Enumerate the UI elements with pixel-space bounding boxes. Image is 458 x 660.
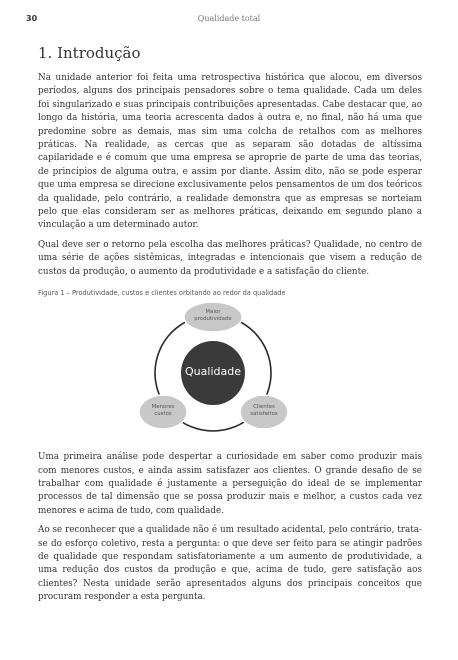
- page-content: [38, 42, 422, 611]
- figure-caption: Figura 1 – Produtividade, custos e clientes orbitando ao redor da qualidade: [38, 289, 286, 298]
- page-header: [26, 14, 432, 28]
- clients-label-line-1: Clientes: [253, 404, 275, 411]
- center-label: Qualidade: [185, 365, 241, 379]
- productivity-label-line-1: Maior: [205, 309, 221, 316]
- costs-label-line-1: Menores: [151, 404, 175, 411]
- figure-diagram: [38, 301, 422, 441]
- paragraph-3: Uma primeira análise pode despertar a curiosidade em saber como produzir mais com menores custos, e ainda assim satisfazer aos clientes. O grande desafio de se trabalhar com qualidade é justamente a perseguição do ideal de se implementar processos de tal dimensão que se possa produzir mais e melhor, a custos cada vez menores e acima de tudo, com qualidade.: [38, 452, 422, 516]
- paragraph-2: Qual deve ser o retorno pela escolha das melhores práticas? Qualidade, no centro de uma série de ações sistêmicas, integradas e intencionais que visem a redução de custos da produção, o aumento da produtividade e a satisfação do cliente.: [38, 239, 422, 277]
- paragraph-1: Na unidade anterior foi feita uma retrospectiva histórica que alocou, em diversos períodos, alguns dos principais pensadores sobre o tema qualidade. Cada um deles foi singularizado e suas principais contribuições apresentadas. Cabe destacar que, ao longo da história, uma teoria acrescenta dados à outra e, no final, não há uma que predomine sobre as demais, mas sim uma colcha de retalhos com as melhores práticas. Na realidade, as cercas que as separam são dotadas de altíssima capilaridade e é comum que uma empresa se aproprie de parte de uma das teorias, de princípios de alguma outra, e assim por diante. Assim dito, não se pode esperar que uma empresa se direcione exclusivamente pelos pensamentos de um dos teóricos da qualidade, pelo contrário, a realidade demonstra que as empresas se norteiam pelo que elas consideram ser as melhores práticas, deixando em segundo plano a vinculação a um determinado autor.: [38, 73, 422, 231]
- section-title: 1. Introdução: [38, 44, 141, 62]
- productivity-label: [178, 309, 248, 323]
- paragraph-4: Ao se reconhecer que a qualidade não é um resultado acidental, pelo contrário, trata-se do esforço coletivo, resta a pergunta: o que deve ser feito para se atingir padrões de qualidade que respondam satisfatoriamente a um aumento de produtividade, a uma redução dos custos da produção e que, acima de tudo, gere satisfação aos clientes? Nesta unidade serão apresentados alguns dos principais conceitos que procuram responder a esta pergunta.: [38, 525, 422, 603]
- clients-label-line-2: satisfeitos: [250, 411, 278, 418]
- costs-label: [133, 404, 193, 418]
- costs-label-line-2: custos: [154, 411, 172, 418]
- clients-label: [234, 404, 294, 418]
- page-number: 30: [26, 14, 38, 23]
- running-title: Qualidade total: [197, 14, 261, 23]
- productivity-label-line-2: produtividade: [194, 316, 232, 323]
